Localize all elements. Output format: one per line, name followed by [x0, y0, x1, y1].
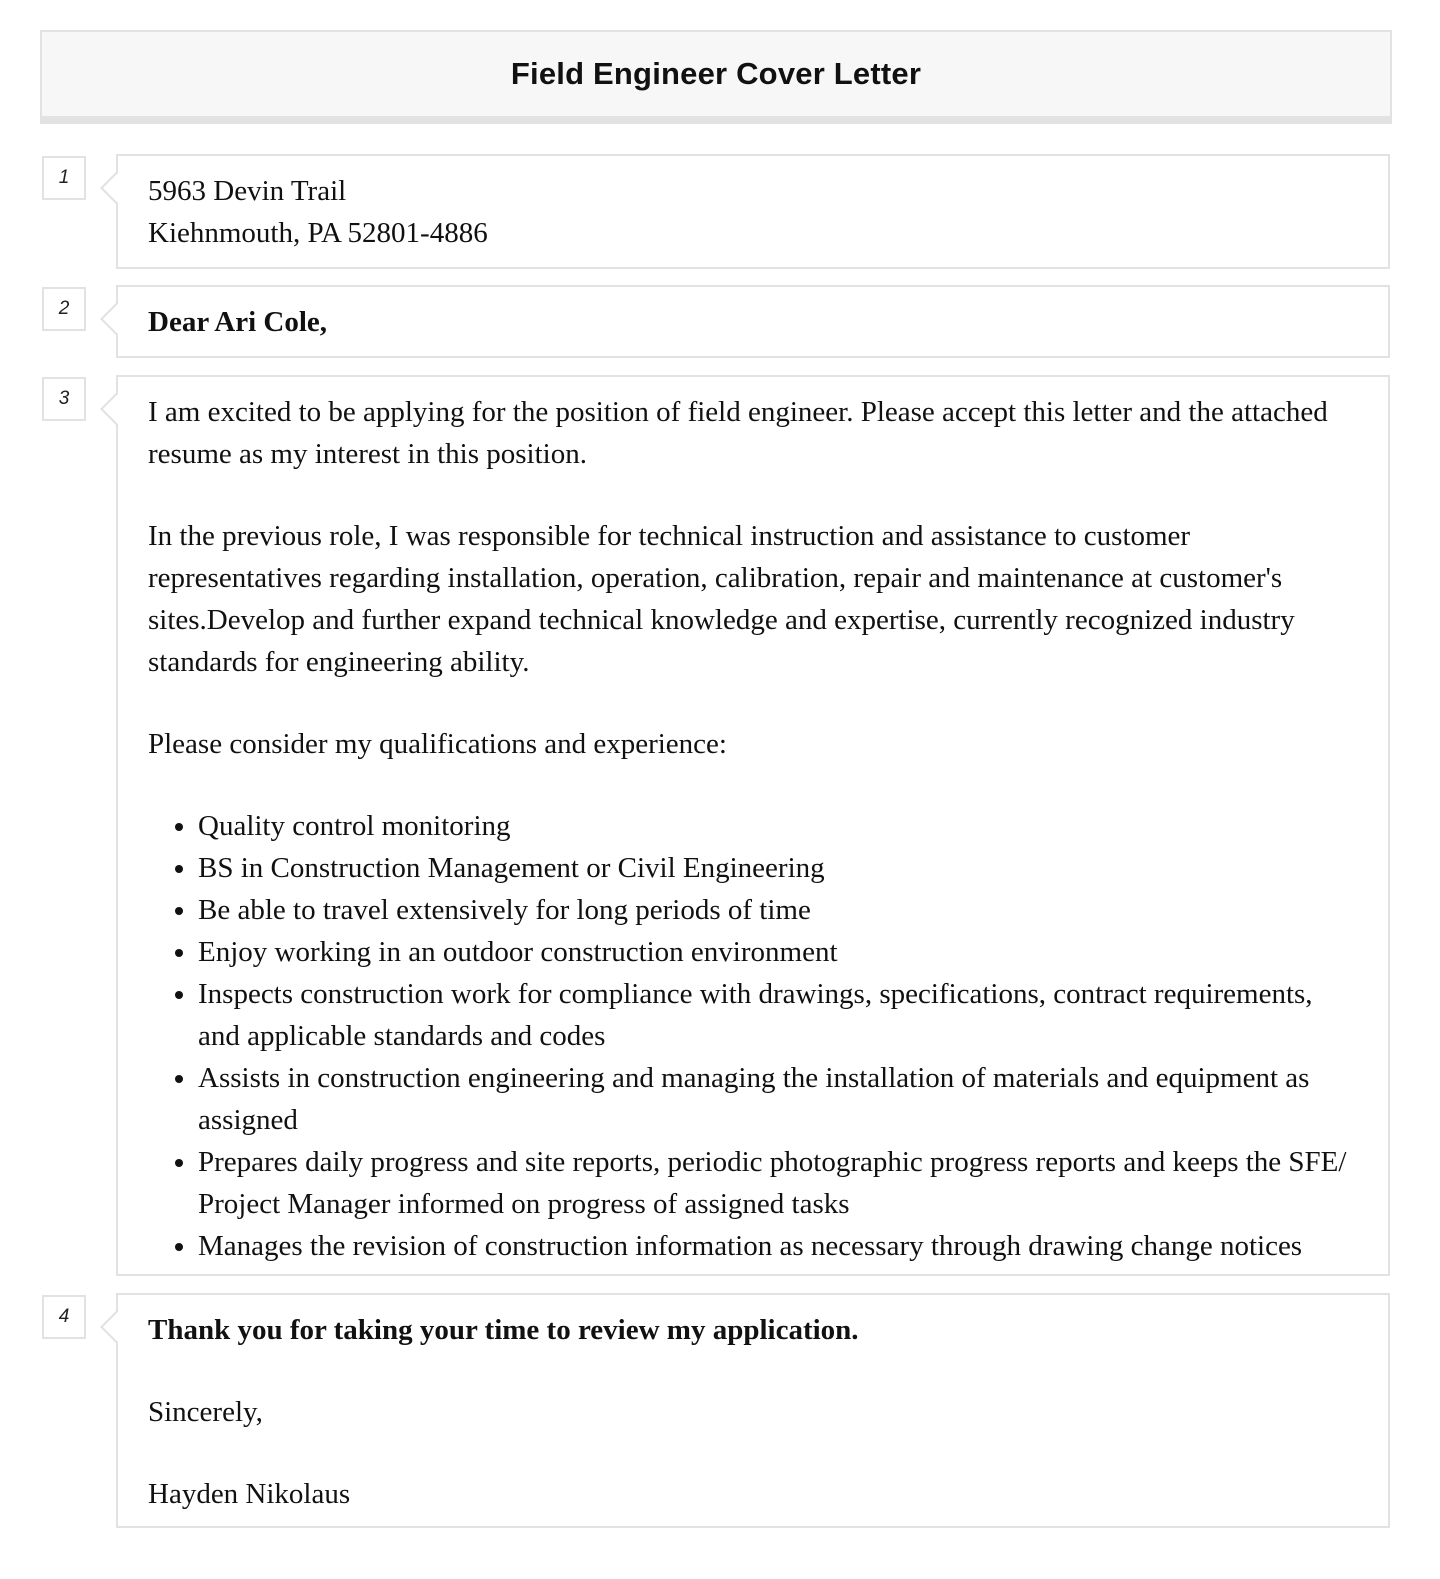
list-item: • Assists in construction engineering and managing the installation of materials and equipment as assigned: [198, 1057, 1358, 1141]
salutation-card: [116, 285, 1390, 358]
list-item: • Inspects construction work for compliance with drawings, specifications, contract requirements, and applicable standards and codes: [198, 973, 1358, 1057]
list-intro: Please consider my qualifications and experience:: [148, 728, 727, 760]
closing-card: [116, 1293, 1390, 1528]
list-item: • Be able to travel extensively for long periods of time: [198, 889, 1358, 931]
header-bar: [40, 30, 1392, 124]
list-item: • BS in Construction Management or Civil Engineering: [198, 847, 1358, 889]
signature: Hayden Nikolaus: [148, 1478, 351, 1510]
pointer-arrow: [100, 170, 118, 206]
pointer-arrow: [100, 301, 118, 337]
address-card: [116, 154, 1390, 269]
closing-line: Sincerely,: [148, 1396, 263, 1428]
experience-paragraph: In the previous role, I was responsible for technical instruction and assistance to customer representatives regarding installation, operation, calibration, repair and maintenance at customer's sites.Develop and further expand technical knowledge and expertise, currently recognized industry standards for engineering ability.: [148, 520, 1295, 678]
address-line-1: 5963 Devin Trail: [148, 175, 347, 207]
pointer-arrow: [100, 1309, 118, 1345]
intro-paragraph: I am excited to be applying for the position of field engineer. Please accept this letter and the attached resume as my interest in this position.: [148, 396, 1328, 470]
list-item: • Enjoy working in an outdoor construction environment: [198, 931, 1358, 973]
page-title: Field Engineer Cover Letter: [510, 56, 922, 91]
list-item: • Manages the revision of construction information as necessary through drawing change notices: [198, 1225, 1358, 1267]
body-card: [116, 375, 1390, 1276]
list-item: • Prepares daily progress and site reports, periodic photographic progress reports and keeps the SFE/ Project Manager informed on progress of assigned tasks: [198, 1141, 1358, 1225]
qualifications-list: [148, 805, 1358, 1267]
section-number-3: 3: [42, 377, 86, 421]
section-number-1: 1: [42, 156, 86, 200]
section-number-4: 4: [42, 1295, 86, 1339]
list-item: • Quality control monitoring: [198, 805, 1358, 847]
address-line-2: Kiehnmouth, PA 52801-4886: [148, 217, 488, 249]
pointer-arrow: [100, 391, 118, 427]
salutation: Dear Ari Cole,: [148, 306, 328, 338]
section-number-2: 2: [42, 287, 86, 331]
thanks-line: Thank you for taking your time to review my application.: [148, 1314, 859, 1346]
